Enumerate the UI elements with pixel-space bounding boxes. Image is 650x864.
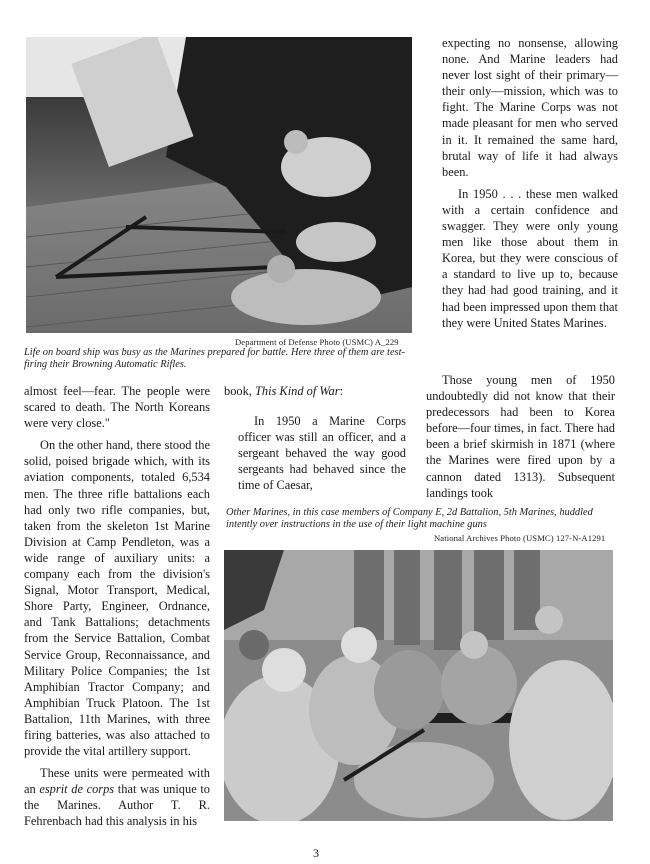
paragraph: Those young men of 1950 undoubtedly did not know that their predecessors had been to Korea before—four times, in fact. There had been a brief skirmish in 1871 (where the Marines were fired upon by a cannon dated 1313). Subsequent landings took [426,373,615,500]
photo-top-credit: Department of Defense Photo (USMC) A_229 [235,337,399,347]
paragraph: On the other hand, there stood the solid, poised brigade which, with its aviation components, totaled 6,534 men. The three rifle battalions each had only two rifle companies, but, taken from the skeleton 1st Marine Division at Camp Pendleton, was a wide range of auxiliary units: a company each from the division's Signal, Motor Transport, Medical, Shore Party, Engineer, Ordnance, and Tank Battalions; detachments from the Service Battalion, Combat Service Group, Reconnaissance, and Military Police Companies; the 1st Amphibian Tractor Company; and Amphibian Truck Platoon. The 1st Battalion, 11th Marines, with three firing batteries, was also attached to provide the vital artillery support. [24,438,210,759]
block-quote-start [238,413,406,493]
page-number: 3 [313,846,319,860]
italic-phrase: esprit de corps [39,782,115,797]
paragraph: almost feel—fear. The people were scared to death. The North Koreans were very close." [24,384,210,431]
photo-marines-machine-gun-instruction [224,550,613,821]
photo-bottom-caption: Other Marines, in this case members of Company E, 2d Battalion, 5th Marines, huddled intently over instructions in the use of their light machine guns [226,507,593,531]
photo-top-caption: Life on board ship was busy as the Marines prepared for battle. Here three of them are test-firing their Browning Automatic Rifles. [24,347,405,371]
paragraph: book, This Kind of War: [224,384,344,398]
quote-paragraph: In 1950 . . . these men walked with a certain confidence and swagger. They were only young men like those about them in Korea, but they were conscious of a standard to live up to, because they had had good training, and it had been impressed upon them that they were United States Marines. [442,186,618,330]
quote-paragraph: expecting no nonsense, allowing none. And Marine leaders had never lost sight of their primary—their only—mission, which was to fight. The Marine Corps was not made pleasant for men who served in it. It remained the same hard, brutal way of life it had always been. [442,36,618,179]
block-quote-continued [442,35,618,331]
photo-bottom-credit: National Archives Photo (USMC) 127-N-A1291 [434,533,606,543]
quote-paragraph: In 1950 a Marine Corps officer was still an officer, and a sergeant behaved the way good sergeants had behaved since the time of Caesar, [238,414,406,493]
book-title: This Kind of War [254,384,340,398]
photo-marines-test-firing [26,37,412,333]
photo-bottom-illustration [224,550,613,821]
photo-top-illustration [26,37,412,333]
body-column-left [24,383,210,830]
body-column-right [426,372,615,501]
body-column-middle [224,383,406,399]
paragraph: These units were permeated with an esprit de corps that was unique to the Marines. Author T. R. Fehrenbach had this analysis in his [24,766,210,829]
